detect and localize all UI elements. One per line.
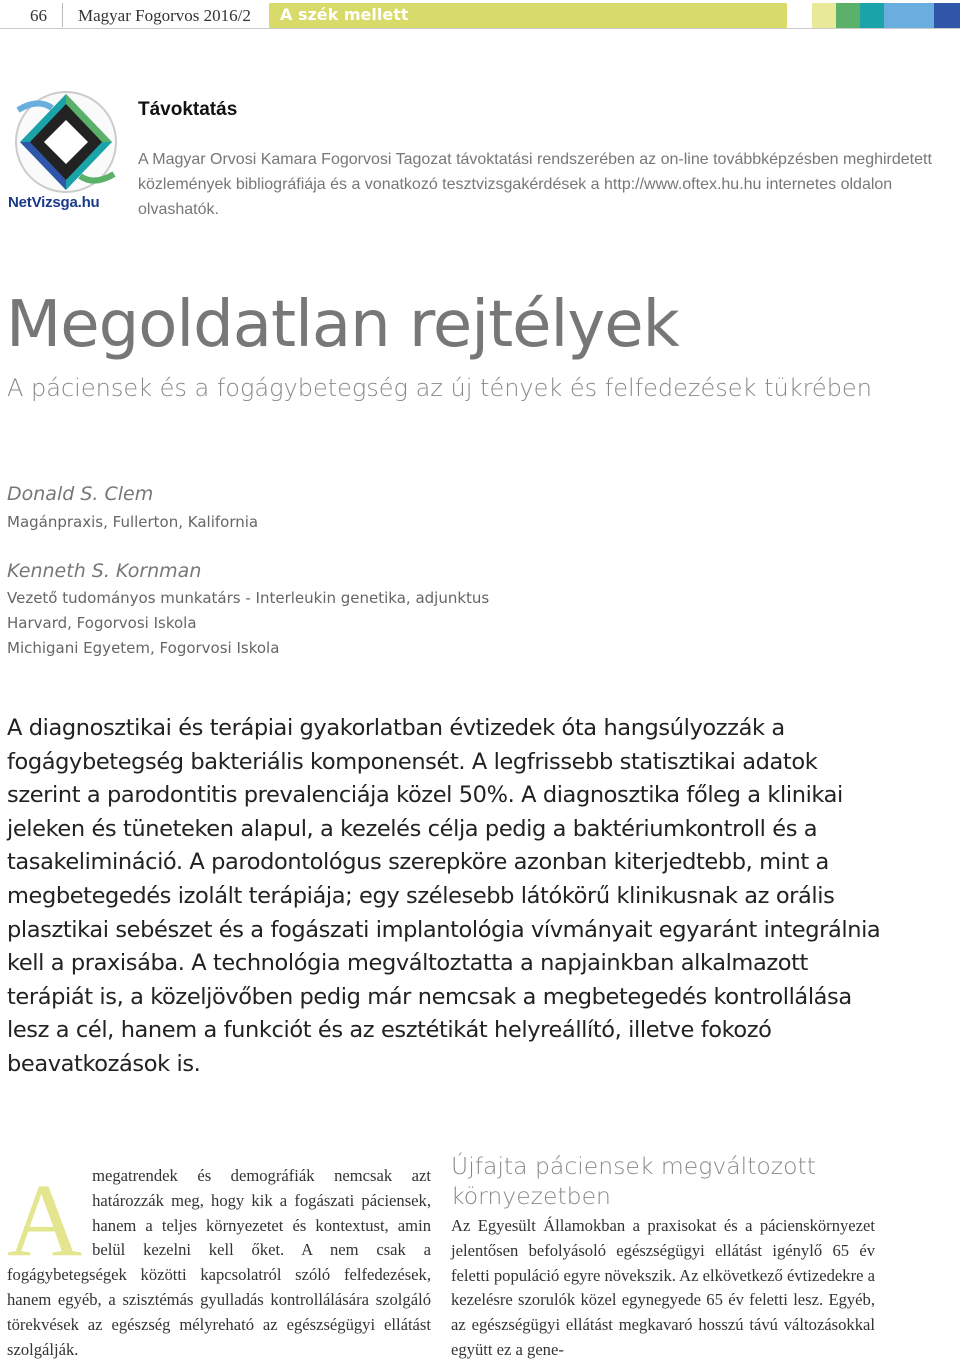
distance-learning-text: A Magyar Orvosi Kamara Fogorvosi Tagozat távoktatási rendszerében az on-line továbbképzésben meghirdetett közlemények bibliográfiája és a vonatkozó tesztvizsgakérdések a http://www.oftex.hu.hu internetes oldalon olvashatók. xyxy=(138,151,932,218)
color-swatch-2 xyxy=(836,3,860,28)
journal-name: Magyar Fogorvos 2016/2 xyxy=(78,6,251,25)
page-header xyxy=(0,0,960,30)
body-text-right: Az Egyesült Államokban a praxisokat és a pácienskörnyezet jelentősen befolyásoló egészségügyi ellátást igénylő 65 év feletti populáció egyre növekszik. Az elkövetkező évtizedekre a kezelésre szorulók közel egynegyede 65 év feletti lesz. Egyéb, az egészségügyi ellátást megkavaró hosszú távú változásokkal együtt ez a gene- xyxy=(451,1216,875,1359)
author-name: Kenneth S. Kornman xyxy=(7,560,202,582)
author-affiliation: Michigani Egyetem, Fogorvosi Iskola xyxy=(7,639,280,657)
author-name: Donald S. Clem xyxy=(7,483,154,505)
drop-cap: A xyxy=(7,1163,83,1278)
distance-learning-title: Távoktatás xyxy=(138,99,238,120)
color-swatch-1 xyxy=(812,3,836,28)
section-label: A szék mellett xyxy=(280,5,409,24)
netvizsga-logo[interactable] xyxy=(8,90,128,220)
author-affiliation: Harvard, Fogorvosi Iskola xyxy=(7,614,197,632)
abstract-text: A diagnosztikai és terápiai gyakorlatban évtizedek óta hangsúlyozzák a fogágybetegség bakteriális komponensét. A legfrissebb statisztikai adatok szerint a parodontitis prevalenciája közel 50%. A diagnosztika főleg a klinikai jeleken és tüneteken alapul, a kezelés célja pedig a baktériumkontroll és a tasakelimináció. A parodontológus szerepköre azonban kiterjedtebb, mint a megbetegedés izolált terápiája; egy szélesebb látókörű klinikusnak az orális plasztikai sebészet és a fogászati implantológia vívmányait egyaránt integrálnia kell a praxisába. A technológia megváltoztatta a napjainkban alkalmazott terápiát is, a közeljövőben pedig már nemcsak a megbetegedés kontrollálása lesz a cél, hanem a funkciót és az esztétikát helyreállító, illetve fokozó beavatkozások is. xyxy=(7,715,881,1077)
color-swatch-3 xyxy=(860,3,884,28)
body-column-left xyxy=(7,1164,431,1362)
article-title: Megoldatlan rejtélyek xyxy=(6,288,679,362)
netvizsga-emblem-icon xyxy=(8,90,128,200)
author-affiliation: Vezető tudományos munkatárs - Interleukin genetika, adjunktus xyxy=(7,589,490,607)
article-subtitle: A páciensek és a fogágybetegség az új tények és felfedezések tükrében xyxy=(7,374,872,402)
color-swatch-4 xyxy=(884,3,934,28)
author-affiliation: Magánpraxis, Fullerton, Kalifornia xyxy=(7,513,259,531)
section-heading: Újfajta páciensek megváltozott környezetben xyxy=(451,1152,816,1210)
logo-text: NetVizsga.hu xyxy=(8,194,100,211)
page-number: 66 xyxy=(30,6,47,25)
color-swatch-5 xyxy=(934,3,960,28)
header-divider xyxy=(62,3,63,27)
abstract xyxy=(7,712,887,1082)
header-rule xyxy=(0,28,960,29)
body-text-left: megatrendek és demográfiák nemcsak azt határozzák meg, hogy kik a fogászati páciensek, hanem a teljes környezetet és kontextust, amin belül kezelni kell őket. A nem csak a fogágybetegségek közötti kapcsolatról szóló felfedezések, hanem egyéb, a szisztémás gyulladás kontrollálására szolgáló törekvések az egészség mélyreható az egészségügyi ellátást szolgálják. xyxy=(7,1166,431,1359)
